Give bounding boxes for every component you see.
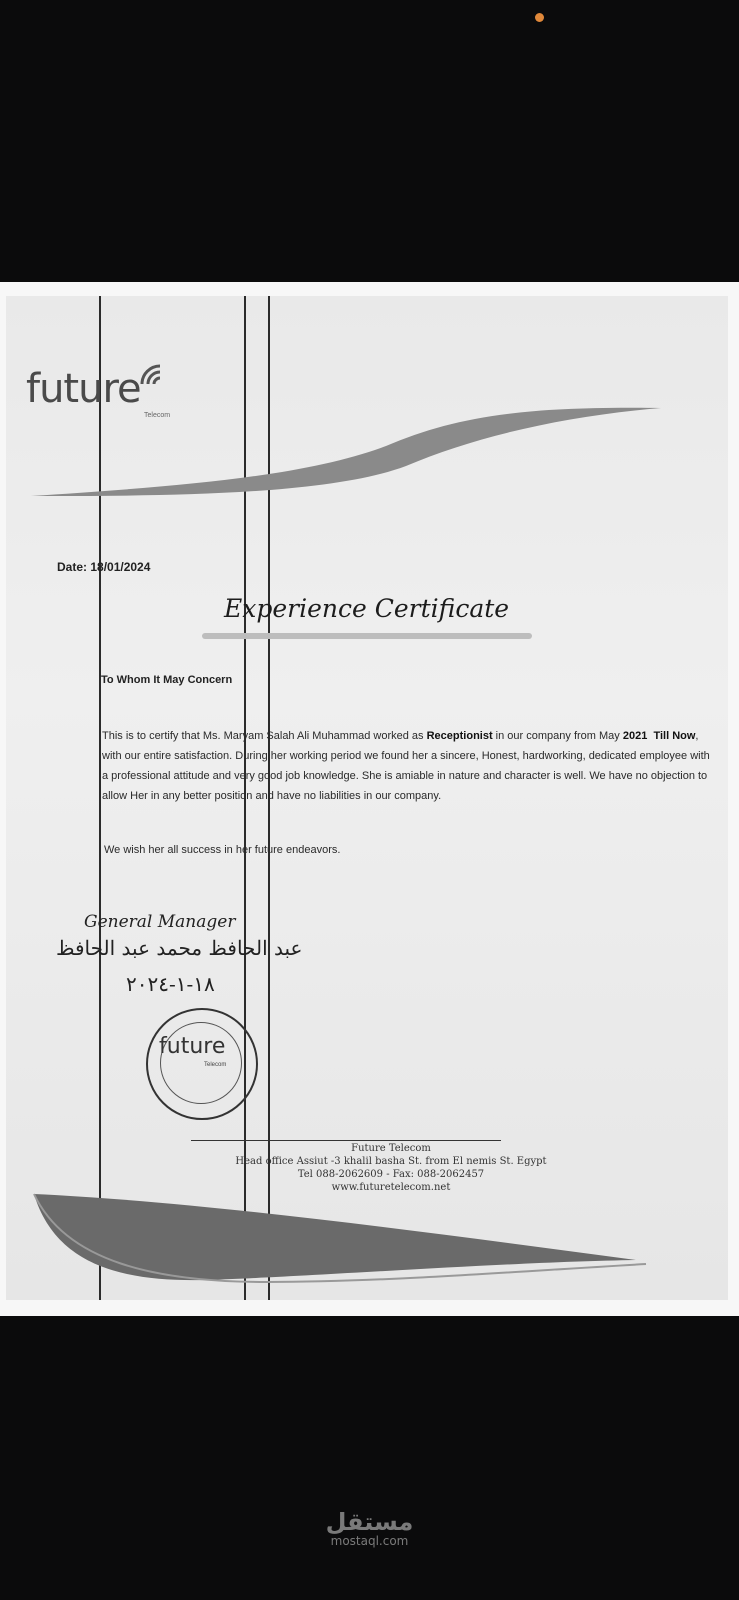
company-stamp	[146, 1008, 258, 1120]
watermark-latin: mostaql.com	[330, 1534, 409, 1548]
job-title: Receptionist	[426, 730, 493, 742]
logo-text: future	[26, 366, 141, 412]
title-divider	[202, 633, 532, 639]
signature-date: ١٨-١-٢٠٢٤	[126, 972, 215, 996]
watermark-arabic: مستقل	[325, 1508, 414, 1536]
body-text-part: in our company from May	[492, 730, 623, 742]
status-indicator-dot	[535, 13, 544, 22]
scanned-page	[6, 296, 728, 1300]
footer-divider	[191, 1140, 501, 1141]
body-text-part: This is to certify that Ms. Maryam Salah Ali Muhammad worked as	[102, 730, 427, 742]
closing-wish: We wish her all success in her future endeavors.	[104, 844, 341, 856]
stamp-subtext: Telecom	[204, 1062, 227, 1068]
end-period: Till Now	[653, 730, 696, 742]
salutation: To Whom It May Concern	[101, 674, 233, 686]
signal-icon	[138, 358, 178, 388]
footer-company: Future Telecom	[351, 1143, 431, 1154]
footer-swoosh	[6, 1182, 728, 1292]
logo-subtitle: Telecom	[144, 412, 171, 419]
letter-body	[102, 726, 712, 806]
company-logo	[26, 366, 171, 419]
footer-phone: Tel 088-2062609 - Fax: 088-2062457	[297, 1169, 485, 1180]
signature: عبد الحافظ محمد عبد الحافظ	[56, 936, 303, 960]
document-image	[0, 282, 739, 1316]
footer-address: Head office Assiut -3 khalil basha St. from El nemis St. Egypt	[235, 1156, 547, 1167]
letter-title: Experience Certificate	[224, 594, 510, 623]
stamp-text: future	[159, 1034, 226, 1059]
site-watermark	[0, 1508, 739, 1548]
signatory-title: General Manager	[84, 912, 236, 932]
start-year: 2021	[622, 730, 648, 742]
footer-website: www.futuretelecom.net	[331, 1182, 451, 1193]
letter-date: Date: 18/01/2024	[57, 560, 151, 574]
body-text-part: , with our entire satisfaction. During her working period we found her a sincere, Honest, hardworking, dedicated employee with a professional attitude and very good job knowledge. She is amiable in nature and character is well. We have no objection to allow Her in any better position and have no liabilities in our company.	[102, 730, 710, 802]
